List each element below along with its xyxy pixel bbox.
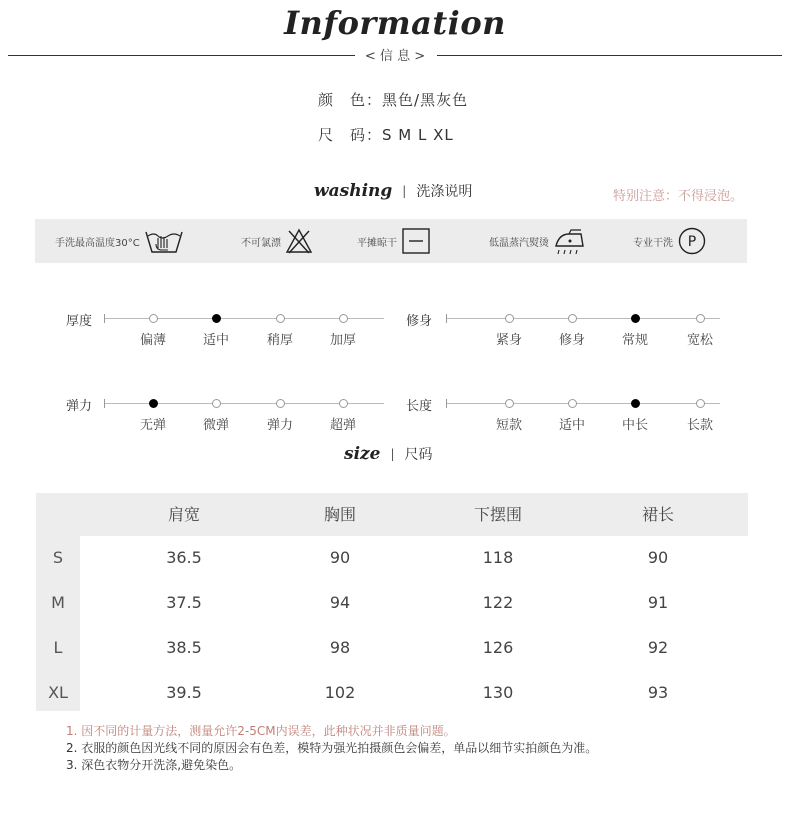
attribute-dot-selected: [212, 314, 221, 323]
size-table: [36, 493, 748, 711]
attribute-label: 长度: [406, 399, 433, 414]
table-cell: 36.5: [166, 548, 202, 567]
washing-header: [314, 181, 472, 201]
attribute-dot: [505, 314, 514, 323]
attribute-label: 修身: [406, 314, 433, 329]
attribute-option: 微弹: [202, 418, 229, 433]
column-header-shoulder: 肩宽: [167, 505, 200, 524]
note-2: 2. 衣服的颜色因光线不同的原因会有色差，模特为强光拍摄颜色会偏差，单品以细节实拍颜色为准。: [66, 741, 598, 755]
svg-text:P: P: [687, 234, 697, 250]
size-script-title: size: [344, 444, 381, 464]
hand-wash-icon: [144, 226, 184, 256]
attribute-dot-selected: [149, 399, 158, 408]
dry-clean-p-icon: [677, 226, 707, 256]
attribute-dot-selected: [631, 314, 640, 323]
washing-label: 洗涤说明: [416, 184, 473, 200]
info-subtitle: < 信 息 >: [0, 45, 790, 64]
size-label: 尺码: [404, 447, 433, 463]
table-cell: 93: [647, 683, 669, 702]
table-cell: 90: [647, 548, 669, 567]
attribute-scale-start-tick: [446, 314, 447, 323]
attribute-option: 修身: [558, 333, 585, 348]
attribute-dot: [149, 314, 158, 323]
attribute-option: 长款: [686, 418, 713, 433]
attribute-dot: [276, 314, 285, 323]
row-header-size: L: [53, 638, 63, 657]
attribute-dot: [696, 314, 705, 323]
attribute-option: 紧身: [495, 333, 522, 348]
attribute-dot: [568, 399, 577, 408]
table-cell: 39.5: [166, 683, 202, 702]
row-header-size: XL: [48, 683, 68, 702]
table-cell: 38.5: [166, 638, 202, 657]
care-item-hand-wash: 手洗最高温度30°C: [55, 219, 184, 263]
attribute-scale-start-tick: [104, 399, 105, 408]
care-item-no-bleach: 不可氯漂: [241, 219, 313, 263]
attribute-dot: [505, 399, 514, 408]
attribute-option: 宽松: [686, 333, 713, 348]
table-cell: 126: [482, 638, 514, 657]
attribute-dot: [339, 314, 348, 323]
attribute-dot: [696, 399, 705, 408]
info-title: Information: [284, 4, 506, 42]
attribute-scale-line: [446, 318, 720, 319]
care-item-dry-clean: 专业干洗 P: [633, 219, 707, 263]
note-1: 1. 因不同的计量方法，测量允许2-5CM内误差，此种状况并非质量问题。: [66, 724, 456, 738]
row-header-size: S: [52, 548, 64, 567]
notes: [66, 723, 597, 774]
size-label: 尺 码：: [318, 126, 383, 144]
care-item-low-iron: 低温蒸汽熨烫: [489, 219, 587, 263]
table-cell: 91: [647, 593, 669, 612]
table-cell: 130: [482, 683, 514, 702]
row-header-size: M: [51, 593, 65, 612]
attribute-option: 适中: [558, 418, 585, 433]
attribute-option: 加厚: [329, 333, 356, 348]
color-label: 颜 色：: [318, 91, 383, 109]
attribute-dot: [276, 399, 285, 408]
attribute-option: 无弹: [139, 418, 166, 433]
washing-special-note: 特别注意：不得浸泡。: [613, 189, 744, 204]
attribute-option: 偏薄: [139, 333, 166, 348]
low-iron-steam-icon: [553, 226, 587, 256]
attribute-option: 常规: [621, 333, 648, 348]
table-cell: 90: [329, 548, 351, 567]
table-cell: 37.5: [166, 593, 202, 612]
dry-flat-icon: [401, 227, 431, 255]
attribute-dot-selected: [631, 399, 640, 408]
table-cell: 94: [329, 593, 351, 612]
attribute-option: 稍厚: [266, 333, 293, 348]
column-header-hem: 下摆围: [473, 505, 522, 524]
washing-separator: |: [402, 184, 407, 198]
attribute-dot: [212, 399, 221, 408]
table-cell: 118: [482, 548, 514, 567]
note-3: 3. 深色衣物分开洗涤,避免染色。: [66, 758, 242, 772]
attribute-label: 厚度: [66, 314, 93, 329]
table-cell: 122: [482, 593, 514, 612]
size-separator: |: [390, 447, 395, 461]
attribute-scale-line: [446, 403, 720, 404]
size-header: [344, 444, 433, 464]
attribute-option: 中长: [621, 418, 648, 433]
attribute-option: 超弹: [329, 418, 356, 433]
attribute-option: 弹力: [266, 418, 293, 433]
column-header-chest: 胸围: [323, 505, 356, 524]
care-instructions-band: [35, 219, 747, 263]
care-item-dry-flat: 平摊晾干: [357, 219, 431, 263]
size-value: S M L XL: [382, 126, 454, 144]
table-cell: 92: [647, 638, 669, 657]
attribute-dot: [568, 314, 577, 323]
attribute-scale-start-tick: [104, 314, 105, 323]
no-bleach-icon: [285, 227, 313, 255]
color-row: [318, 89, 468, 110]
size-row: [318, 124, 454, 145]
column-header-length: 裙长: [641, 505, 674, 524]
table-cell: 102: [324, 683, 356, 702]
washing-script-title: washing: [314, 181, 393, 201]
color-value: 黑色/黑灰色: [382, 91, 469, 109]
attribute-dot: [339, 399, 348, 408]
attribute-option: 短款: [495, 418, 522, 433]
table-cell: 98: [329, 638, 351, 657]
attribute-label: 弹力: [66, 399, 93, 414]
attribute-option: 适中: [202, 333, 229, 348]
attribute-scale-start-tick: [446, 399, 447, 408]
